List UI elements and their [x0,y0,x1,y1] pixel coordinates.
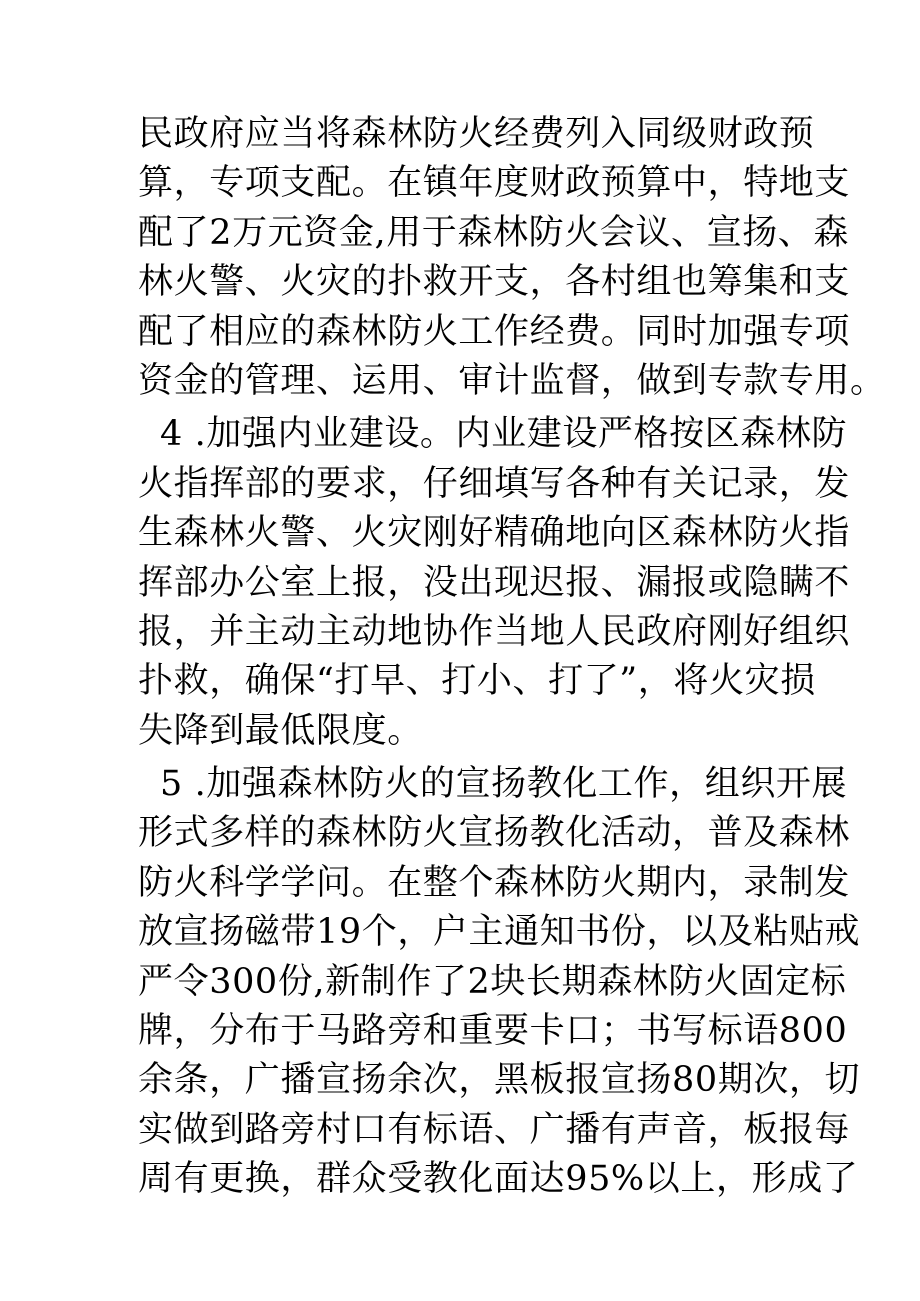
text-line: 严令300份,新制作了2块长期森林防火固定标 [138,961,847,1002]
text-line: 资金的管理、运用、审计监督，做到专款专用。 [138,360,886,401]
text-line: 防火科学学问。在整个森林防火期内，录制发 [138,862,851,903]
text-line: 5 .加强森林防火的宣扬教化工作，组织开展 [160,764,848,805]
text-line: 配了2万元资金,用于森林防火会议、宣扬、森 [138,212,849,253]
text-line: 扑救，确保“打早、打小、打了”，将火灾损 [138,661,816,702]
text-line: 放宣扬磁带19个，户主通知书份，以及粘贴戒 [138,912,861,953]
text-line: 余条，广播宣扬余次，黑板报宣扬80期次，切 [138,1060,861,1101]
paragraph-item-5 [138,760,861,1205]
text-line: 失降到最低限度。 [138,710,423,751]
text-line: 算，专项支配。在镇年度财政预算中，特地支 [138,163,851,204]
text-line: 配了相应的森林防火工作经费。同时加强专项 [138,311,851,352]
document-body [138,110,886,1205]
text-line: 牌，分布于马路旁和重要卡口；书写标语800 [138,1011,848,1052]
text-line: 周有更换，群众受教化面达95%以上，形成了 [138,1159,859,1200]
text-line: 报，并主动主动地协作当地人民政府刚好组织 [138,611,851,652]
text-line: 林火警、火灾的扑救开支，各村组也筹集和支 [138,262,851,303]
text-line: 实做到路旁村口有标语、广播有声音，板报每 [138,1109,851,1150]
text-line: 火指挥部的要求，仔细填写各种有关记录，发 [138,463,851,504]
paragraph-item-4 [138,410,851,756]
text-line: 形式多样的森林防火宣扬教化活动，普及森林 [138,813,851,854]
text-line: 4 .加强内业建设。内业建设严格按区森林防 [160,414,848,455]
text-line: 民政府应当将森林防火经费列入同级财政预 [138,114,815,154]
text-line: 生森林火警、火灾刚好精确地向区森林防火指 [138,513,851,554]
paragraph-funding [138,110,886,406]
text-line: 挥部办公室上报，没出现迟报、漏报或隐瞒不 [138,562,851,603]
